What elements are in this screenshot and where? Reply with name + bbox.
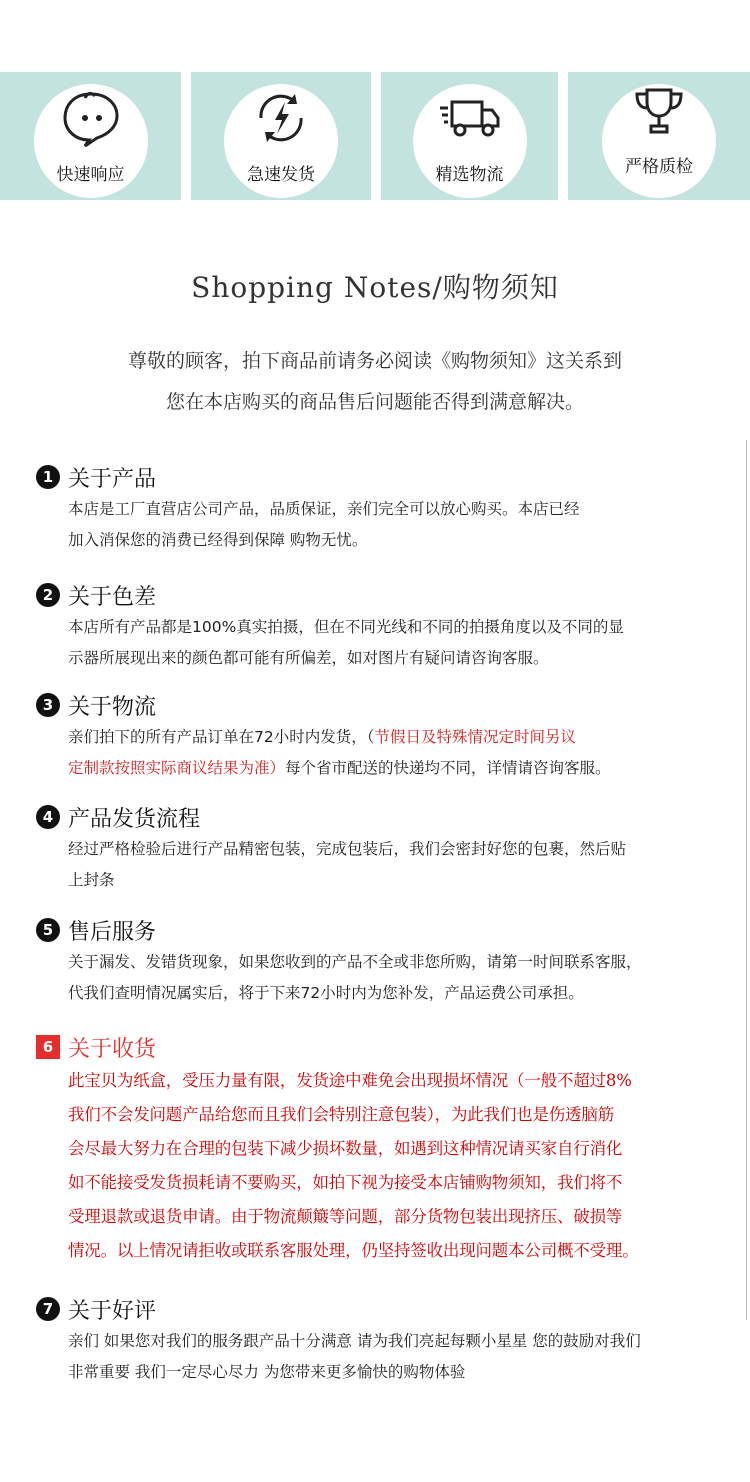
section-text-line: 本店是工厂直营店公司产品，品质保证，亲们完全可以放心购买。本店已经 (68, 500, 580, 518)
intro-line-2: 您在本店购买的商品售后问题能否得到满意解决。 (165, 391, 584, 413)
section-heading: 关于色差 (68, 584, 157, 610)
section-heading: 关于产品 (68, 466, 157, 492)
lightning-refresh-icon (249, 88, 313, 148)
section-text-line: 此宝贝为纸盒，受压力量有限，发货途中难免会出现损坏情况（一般不超过8% (68, 1071, 632, 1090)
trophy-icon (627, 84, 691, 144)
section-product (36, 460, 736, 556)
section-number-badge: 2 (36, 583, 60, 607)
section-text-line: 受理退款或退货申请。由于物流颠簸等问题，部分货物包装出现挤压、破损等 (68, 1207, 623, 1226)
section-text-line: 情况。以上情况请拒收或联系客服处理，仍坚持签收出现问题本公司概不受理。 (68, 1241, 639, 1260)
divider-line (746, 440, 747, 1320)
speech-bubble-face-icon (59, 88, 123, 148)
section-heading: 产品发货流程 (68, 806, 201, 832)
logistics-highlight: 节假日及特殊情况定时间另议 (374, 728, 576, 746)
logistics-text: 亲们拍下的所有产品订单在72小时内发货，（ (68, 728, 375, 746)
feature-tile-quality (568, 72, 750, 200)
section-text-line (68, 722, 736, 753)
section-text-line: 经过严格检验后进行产品精密包装，完成包装后，我们会密封好您的包裹，然后贴 (68, 840, 627, 858)
section-number-badge: 4 (36, 805, 60, 829)
section-text-line: 上封条 (68, 871, 115, 889)
feature-tile-fast-delivery (191, 72, 371, 200)
section-logistics (36, 688, 736, 784)
section-receiving (36, 1030, 736, 1268)
feature-tile-logistics (381, 72, 558, 200)
intro-line-1: 尊敬的顾客，拍下商品前请务必阅读《购物须知》这关系到 (127, 350, 622, 372)
section-text-line: 关于漏发、发错货现象，如果您收到的产品不全或非您所购，请第一时间联系客服， (68, 953, 642, 971)
section-heading: 关于收货 (68, 1036, 157, 1062)
logistics-highlight: 定制款按照实际商议结果为准） (68, 759, 286, 777)
section-text-line: 非常重要 我们一定尽心尽力 为您带来更多愉快的购物体验 (68, 1363, 466, 1381)
section-text-line: 示器所展现出来的颜色都可能有所偏差，如对图片有疑问请咨询客服。 (68, 649, 549, 667)
section-text-line: 如不能接受发货损耗请不要购买，如拍下视为接受本店铺购物须知，我们将不 (68, 1173, 623, 1192)
delivery-truck-icon (438, 88, 502, 148)
section-text-line (68, 753, 736, 784)
section-shipping-process (36, 800, 736, 896)
feature-label-fast-delivery: 急速发货 (247, 165, 315, 185)
section-text-line: 亲们 如果您对我们的服务跟产品十分满意 请为我们亮起每颗小星星 您的鼓励对我们 (68, 1332, 641, 1350)
section-text-line: 我们不会发问题产品给您而且我们会特别注意包装），为此我们也是伤透脑筋 (68, 1105, 614, 1124)
section-reviews (36, 1292, 736, 1388)
section-number-badge: 3 (36, 693, 60, 717)
section-number-badge: 7 (36, 1297, 60, 1321)
feature-band (0, 72, 750, 200)
feature-label-quality: 严格质检 (625, 157, 693, 177)
section-text-line: 加入消保您的消费已经得到保障 购物无忧。 (68, 531, 368, 549)
section-heading: 关于好评 (68, 1298, 157, 1324)
page-title: Shopping Notes/购物须知 (191, 271, 559, 304)
section-text-line: 会尽最大努力在合理的包装下减少损坏数量，如遇到这种情况请买家自行消化 (68, 1139, 623, 1158)
section-number-badge: 5 (36, 918, 60, 942)
section-number-badge: 1 (36, 465, 60, 489)
section-after-sales (36, 913, 736, 1009)
feature-label-logistics: 精选物流 (435, 165, 504, 185)
section-heading: 售后服务 (68, 919, 157, 945)
feature-label-fast-response: 快速响应 (56, 165, 125, 185)
section-color-difference (36, 578, 736, 674)
section-text-line: 本店所有产品都是100%真实拍摄，但在不同光线和不同的拍摄角度以及不同的显 (68, 618, 624, 636)
feature-tile-fast-response (0, 72, 181, 200)
section-text-line: 代我们查明情况属实后，将于下来72小时内为您补发，产品运费公司承担。 (68, 984, 584, 1002)
logistics-text: 每个省市配送的快递均不同，详情请咨询客服。 (285, 759, 611, 777)
section-number-badge: 6 (36, 1035, 60, 1059)
section-heading: 关于物流 (68, 694, 157, 720)
